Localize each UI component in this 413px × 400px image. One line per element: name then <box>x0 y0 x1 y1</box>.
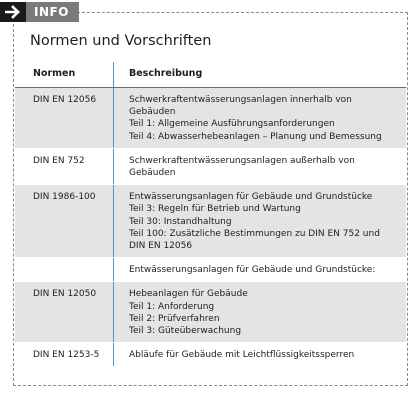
norm-cell: DIN EN 12050 <box>33 289 97 300</box>
description-cell <box>113 282 406 342</box>
description-cell <box>113 258 406 281</box>
description-cell <box>113 185 406 257</box>
table-header <box>15 62 406 88</box>
table-row <box>15 281 406 342</box>
header-normen: Normen <box>33 68 76 79</box>
page-title: Normen und Vorschriften <box>30 33 212 49</box>
norm-cell <box>15 258 113 281</box>
description-line: Teil 100: Zusätzliche Bestimmungen zu DIN EN 752 und <box>129 228 380 239</box>
description-line: Teil 2: Prüfverfahren <box>129 313 220 324</box>
info-box-border-right <box>407 12 408 386</box>
info-tag-label: INFO <box>26 2 79 22</box>
norm-cell: DIN EN 752 <box>33 155 85 166</box>
description-line: Gebäuden <box>129 107 176 118</box>
description-line: Abläufe für Gebäude mit Leichtflüssigkeitssperren <box>129 350 355 361</box>
description-line: DIN EN 12056 <box>129 241 193 252</box>
description-line: Gebäuden <box>129 168 176 179</box>
standards-table <box>15 62 406 366</box>
description-line: Hebeanlagen für Gebäude <box>129 289 248 300</box>
description-line: Teil 3: Regeln für Betrieb und Wartung <box>129 204 301 215</box>
description-line: Schwerkraftentwässerungsanlagen innerhalb von <box>129 95 352 105</box>
description-cell <box>113 343 406 366</box>
arrow-right-icon <box>0 2 26 22</box>
description-line: Teil 30: Instandhaltung <box>129 216 232 227</box>
table-body <box>15 88 406 366</box>
description-line: Entwässerungsanlagen für Gebäude und Grundstücke <box>129 192 373 203</box>
description-line: Teil 1: Allgemeine Ausführungsanforderungen <box>129 119 335 130</box>
description-line: Teil 1: Anforderung <box>129 301 215 312</box>
info-box-border-top <box>72 12 408 13</box>
description-cell <box>113 88 406 148</box>
description-line: Schwerkraftentwässerungsanlagen außerhalb von <box>129 155 355 166</box>
info-tag <box>0 2 79 22</box>
table-row <box>15 184 406 257</box>
norm-cell: DIN EN 12056 <box>33 95 97 105</box>
table-row <box>15 342 406 366</box>
info-box-border-left <box>13 24 14 386</box>
description-line: Teil 4: Abwasserhebeanlagen – Planung und Bemessung <box>129 131 382 142</box>
info-box-border-bottom <box>13 385 408 386</box>
description-line: Entwässerungsanlagen für Gebäude und Grundstücke: <box>129 265 376 276</box>
table-row <box>15 88 406 148</box>
norm-cell: DIN EN 1253-5 <box>33 350 100 361</box>
table-row <box>15 148 406 184</box>
description-line: Teil 3: Güteüberwachung <box>129 326 242 337</box>
table-row <box>15 257 406 281</box>
description-cell <box>113 149 406 184</box>
norm-cell: DIN 1986-100 <box>33 192 96 203</box>
header-beschreibung: Beschreibung <box>113 62 406 87</box>
